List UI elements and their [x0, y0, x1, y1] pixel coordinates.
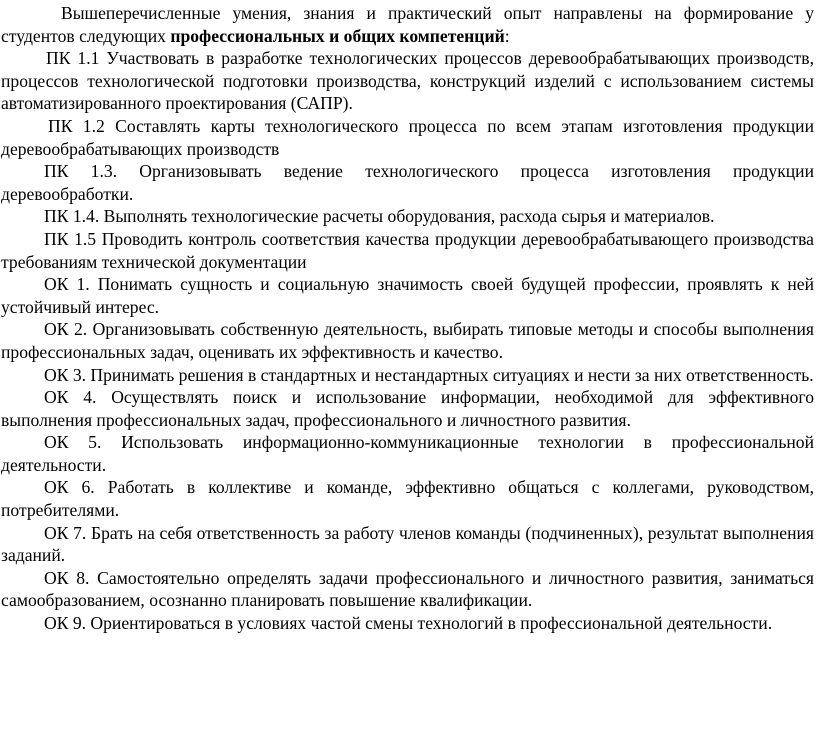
- competency-pk-1-2: ПК 1.2 Составлять карты технологического процесса по всем этапам изготовления продукции деревообрабатывающих производств: [1, 115, 814, 159]
- competency-ok-2: ОК 2. Организовывать собственную деятельность, выбирать типовые методы и способы выполнения профессиональных задач, оценивать их эффективность и качество.: [1, 319, 814, 362]
- intro-paragraph: [1, 2, 814, 47]
- competency-pk-1-1: ПК 1.1 Участвовать в разработке технологических процессов деревообрабатывающих производств, процессов технологической подготовки производства, конструкций изделий с использованием системы автоматизированного проектирования (САПР).: [1, 48, 814, 114]
- competency-ok-6: ОК 6. Работать в коллективе и команде, эффективно общаться с коллегами, руководством, потребителями.: [1, 477, 814, 521]
- competency-ok-1: ОК 1. Понимать сущность и социальную значимость своей будущей профессии, проявлять к ней устойчивый интерес.: [1, 274, 814, 317]
- competency-pk-1-5: ПК 1.5 Проводить контроль соответствия качества продукции деревообрабатывающего производства требованиям технической документации: [1, 228, 814, 272]
- intro-colon: :: [504, 25, 510, 46]
- competency-ok-4: ОК 4. Осуществлять поиск и использование информации, необходимой для эффективного выполнения профессиональных задач, профессионального и личностного развития.: [1, 387, 814, 430]
- competency-ok-8: ОК 8. Самостоятельно определять задачи профессионального и личностного развития, заниматься самообразованием, осознанно планировать повышение квалификации.: [1, 567, 814, 611]
- competency-pk-1-3: ПК 1.3. Организовывать ведение технологического процесса изготовления продукции деревообработки.: [1, 161, 814, 204]
- competency-pk-1-4: ПК 1.4. Выполнять технологические расчеты оборудования, расхода сырья и материалов.: [44, 206, 715, 227]
- intro-text: Вышеперечисленные умения, знания и практический опыт направлены на формирование у студентов следующих: [1, 3, 814, 46]
- competency-ok-3: ОК 3. Принимать решения в стандартных и нестандартных ситуациях и нести за них ответственность.: [44, 364, 814, 385]
- competency-ok-5: ОК 5. Использовать информационно-коммуникационные технологии в профессиональной деятельности.: [1, 432, 814, 475]
- competency-ok-7: ОК 7. Брать на себя ответственность за работу членов команды (подчиненных), результат выполнения заданий.: [1, 522, 814, 566]
- competency-ok-9: ОК 9. Ориентироваться в условиях частой смены технологий в профессиональной деятельности.: [44, 613, 773, 634]
- intro-bold-text: профессиональных и общих компетенций: [170, 25, 505, 46]
